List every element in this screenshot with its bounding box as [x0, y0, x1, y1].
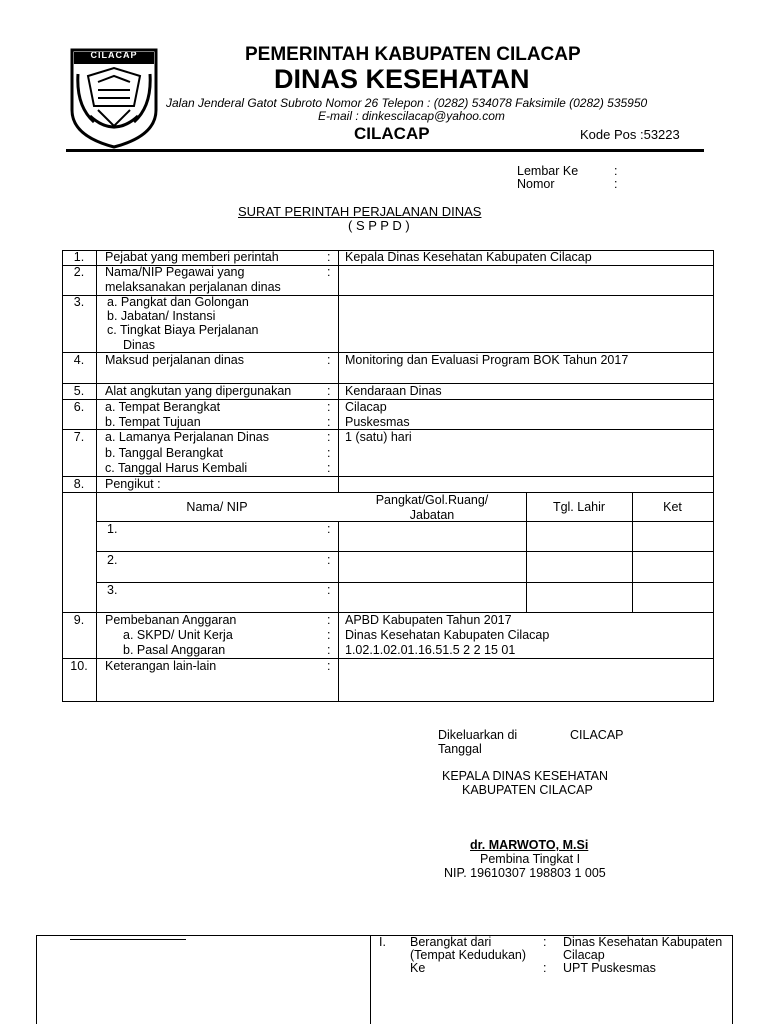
row-number: 6.: [73, 400, 85, 414]
follower-row: 1.: [107, 522, 118, 536]
row-colon: :: [327, 583, 331, 597]
row-number: 8.: [73, 477, 85, 491]
row-value: 1.02.1.02.01.16.51.5 2 2 15 01: [345, 643, 516, 657]
row-label: a. Tempat Berangkat: [105, 400, 221, 414]
destination-value: UPT Puskesmas: [563, 961, 656, 975]
row-colon: :: [327, 384, 331, 398]
row-colon: :: [327, 415, 331, 429]
row-value: Dinas Kesehatan Kabupaten Cilacap: [345, 628, 550, 642]
row-colon: :: [327, 461, 331, 475]
row-colon: :: [327, 522, 331, 536]
row-number: 7.: [73, 430, 85, 444]
issued-place-value: CILACAP: [570, 728, 624, 742]
row-colon: :: [327, 353, 331, 367]
row-value: Puskesmas: [345, 415, 410, 429]
follower-name-header: Nama/ NIP: [186, 500, 248, 514]
follower-row: 3.: [107, 583, 118, 597]
row-value: Kendaraan Dinas: [345, 384, 442, 398]
follower-dob-header: Tgl. Lahir: [552, 500, 606, 514]
departure-label: (Tempat Kedudukan): [410, 948, 527, 962]
regency-logo: [68, 46, 160, 150]
row-label: Pembebanan Anggaran: [105, 613, 237, 627]
row-colon: :: [327, 430, 331, 444]
row-label: Pejabat yang memberi perintah: [105, 250, 279, 264]
logo-text: CILACAP: [90, 50, 138, 60]
row-colon: :: [327, 659, 331, 673]
row-value: Cilacap: [345, 400, 387, 414]
row-value: APBD Kabupaten Tahun 2017: [345, 613, 512, 627]
follower-note-header: Ket: [663, 500, 682, 514]
row-colon: :: [543, 935, 547, 949]
row-colon: :: [327, 400, 331, 414]
agency-name: DINAS KESEHATAN: [274, 64, 530, 94]
document-subtitle: ( S P P D ): [348, 218, 410, 233]
row-value: 1 (satu) hari: [345, 430, 412, 444]
sheet-label: Lembar Ke: [517, 164, 579, 178]
agency-email: E-mail : dinkescilacap@yahoo.com: [318, 109, 505, 123]
agency-address: Jalan Jenderal Gatot Subroto Nomor 26 Telepon : (0282) 534078 Faksimile (0282) 535950: [166, 96, 648, 110]
sheet-colon: :: [614, 164, 618, 178]
number-colon: :: [614, 177, 618, 191]
signer-position: KEPALA DINAS KESEHATAN: [442, 769, 609, 783]
row-colon: :: [327, 643, 331, 657]
row-label: Alat angkutan yang dipergunakan: [105, 384, 292, 398]
row-colon: :: [327, 250, 331, 264]
document-title: SURAT PERINTAH PERJALANAN DINAS: [238, 204, 482, 219]
row-colon: :: [327, 613, 331, 627]
signer-nip: NIP. 19610307 198803 1 005: [444, 866, 606, 880]
row-colon: :: [327, 628, 331, 642]
section-number: I.: [379, 935, 386, 949]
destination-label: Ke: [410, 961, 426, 975]
row-label: Nama/NIP Pegawai yang: [105, 265, 245, 279]
follower-row: 2.: [107, 553, 118, 567]
departure-label: Berangkat dari: [410, 935, 492, 949]
row-number: 5.: [73, 384, 85, 398]
row-colon: :: [543, 961, 547, 975]
row-number: 9.: [73, 613, 85, 627]
row-label: b. Jabatan/ Instansi: [107, 309, 216, 323]
departure-value: Cilacap: [563, 948, 605, 962]
signer-name: dr. MARWOTO, M.Si: [470, 838, 589, 852]
follower-rank-header: Jabatan: [409, 508, 455, 522]
row-label: Keterangan lain-lain: [105, 659, 217, 673]
row-label: a. SKPD/ Unit Kerja: [123, 628, 233, 642]
row-label: a. Lamanya Perjalanan Dinas: [105, 430, 269, 444]
row-label: Pengikut :: [105, 477, 161, 491]
row-label: Dinas: [123, 338, 155, 352]
issued-place-label: Dikeluarkan di: [438, 728, 518, 742]
row-number: 10.: [70, 659, 88, 673]
row-number: 4.: [73, 353, 85, 367]
row-label: b. Tempat Tujuan: [105, 415, 201, 429]
row-label: b. Pasal Anggaran: [123, 643, 226, 657]
row-label: c. Tingkat Biaya Perjalanan: [107, 323, 259, 337]
follower-rank-header: Pangkat/Gol.Ruang/: [375, 493, 489, 507]
letterhead-rule: [66, 149, 704, 152]
government-name: PEMERINTAH KABUPATEN CILACAP: [245, 44, 581, 65]
signer-position: KABUPATEN CILACAP: [462, 783, 593, 797]
row-number: 3.: [73, 295, 85, 309]
row-number: 2.: [73, 265, 85, 279]
row-label: melaksanakan perjalanan dinas: [105, 280, 281, 294]
row-number: 1.: [73, 250, 85, 264]
row-label: Maksud perjalanan dinas: [105, 353, 244, 367]
row-colon: :: [327, 446, 331, 460]
row-label: a. Pangkat dan Golongan: [107, 295, 249, 309]
row-colon: :: [327, 265, 331, 279]
issued-date-label: Tanggal: [438, 742, 482, 756]
row-label: c. Tanggal Harus Kembali: [105, 461, 248, 475]
row-colon: :: [327, 553, 331, 567]
row-label: b. Tanggal Berangkat: [105, 446, 223, 460]
row-value: Monitoring dan Evaluasi Program BOK Tahun 2017: [345, 353, 629, 367]
departure-value: Dinas Kesehatan Kabupaten: [563, 935, 723, 949]
signer-rank: Pembina Tingkat I: [480, 852, 581, 866]
agency-city: CILACAP: [354, 124, 430, 143]
row-value: Kepala Dinas Kesehatan Kabupaten Cilacap: [345, 250, 592, 264]
number-label: Nomor: [517, 177, 555, 191]
postal-code: Kode Pos :53223: [580, 127, 680, 142]
